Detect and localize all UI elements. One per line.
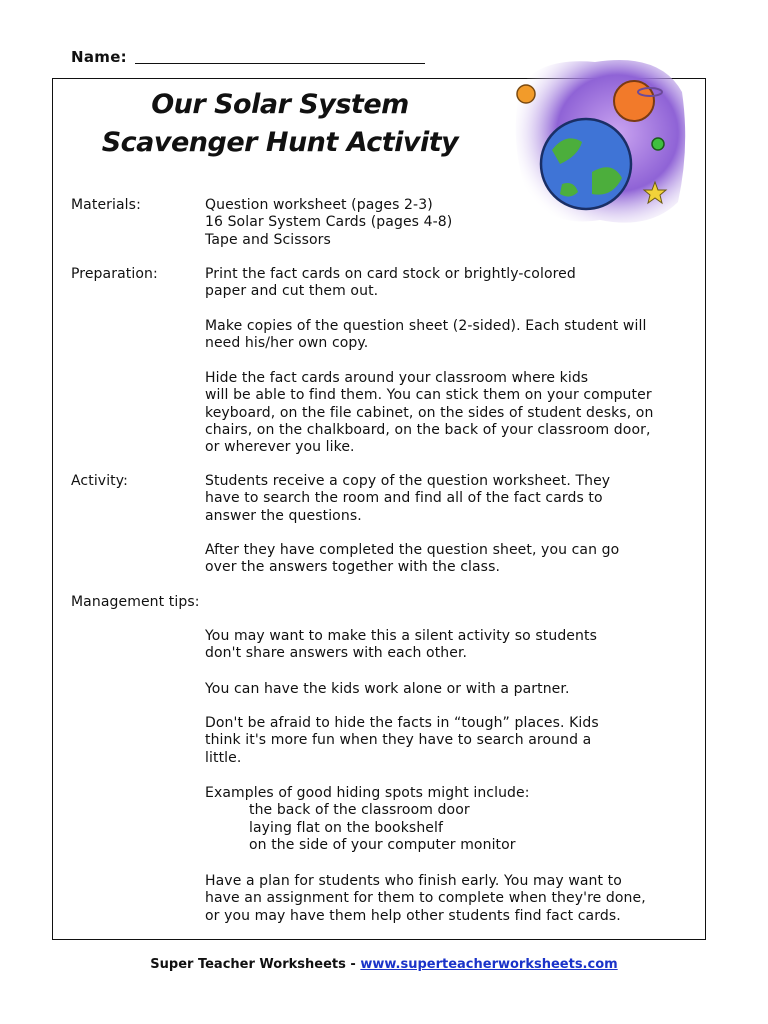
title-line-1: Our Solar System (151, 89, 409, 120)
list-item: Question worksheet (pages 2-3) (205, 197, 433, 213)
name-label: Name: (71, 48, 127, 66)
text-line: Have a plan for students who finish early. You may want to (205, 873, 622, 889)
text-line: Print the fact cards on card stock or brightly-colored (205, 266, 576, 282)
text-line: don't share answers with each other. (205, 645, 468, 662)
text-line: answer the questions. (205, 507, 362, 524)
text-line: have to search the room and find all of the fact cards to (205, 490, 603, 507)
management-label: Management tips: (71, 594, 200, 610)
preparation-paragraph-2 (205, 318, 705, 353)
text-line: Hide the fact cards around your classroom where kids (205, 370, 589, 386)
text-line: have an assignment for them to complete when they're done, (205, 890, 646, 907)
text-line: Make copies of the question sheet (2-sided). Each student will (205, 318, 647, 334)
text-line: chairs, on the chalkboard, on the back of your classroom door, (205, 421, 651, 438)
list-item: 16 Solar System Cards (pages 4-8) (205, 214, 453, 231)
text-line: keyboard, on the file cabinet, on the sides of student desks, on (205, 404, 654, 421)
text-line: Students receive a copy of the question worksheet. They (205, 473, 611, 489)
preparation-label: Preparation: (71, 266, 158, 282)
text-line: over the answers together with the class. (205, 559, 501, 576)
footer-link[interactable]: www.superteacherworksheets.com (360, 957, 618, 972)
preparation-paragraph-1 (205, 266, 705, 301)
text-line: You can have the kids work alone or with a partner. (205, 681, 570, 697)
text-line: After they have completed the question sheet, you can go (205, 542, 620, 558)
text-line: Examples of good hiding spots might include: (205, 785, 530, 801)
name-blank-line[interactable] (135, 63, 425, 64)
management-paragraph-4 (205, 785, 705, 854)
management-paragraph-5 (205, 873, 705, 925)
list-item: the back of the classroom door (249, 802, 470, 819)
text-line: or you may have them help other students find fact cards. (205, 907, 621, 924)
management-paragraph-2 (205, 681, 705, 698)
activity-paragraph-1 (205, 473, 705, 525)
text-line: will be able to find them. You can stick them on your computer (205, 387, 652, 404)
footer-brand: Super Teacher Worksheets (150, 957, 346, 972)
management-paragraph-3 (205, 715, 705, 767)
list-item: laying flat on the bookshelf (249, 819, 444, 836)
activity-paragraph-2 (205, 542, 705, 577)
list-item: Tape and Scissors (205, 231, 331, 248)
footer (0, 957, 768, 972)
preparation-paragraph-3 (205, 370, 705, 456)
text-line: need his/her own copy. (205, 335, 369, 352)
text-line: You may want to make this a silent activity so students (205, 628, 597, 644)
materials-list (205, 197, 705, 249)
title-line-2: Scavenger Hunt Activity (101, 127, 459, 158)
text-line: little. (205, 749, 242, 766)
page-title (80, 86, 480, 162)
activity-label: Activity: (71, 473, 128, 489)
name-field (71, 48, 425, 66)
text-line: or wherever you like. (205, 439, 355, 456)
list-item: on the side of your computer monitor (249, 836, 516, 853)
text-line: think it's more fun when they have to search around a (205, 732, 592, 749)
text-line: Don't be afraid to hide the facts in “tough” places. Kids (205, 715, 599, 731)
materials-label: Materials: (71, 197, 141, 213)
text-line: paper and cut them out. (205, 283, 379, 300)
footer-separator: - (345, 957, 361, 972)
management-paragraph-1 (205, 628, 705, 663)
